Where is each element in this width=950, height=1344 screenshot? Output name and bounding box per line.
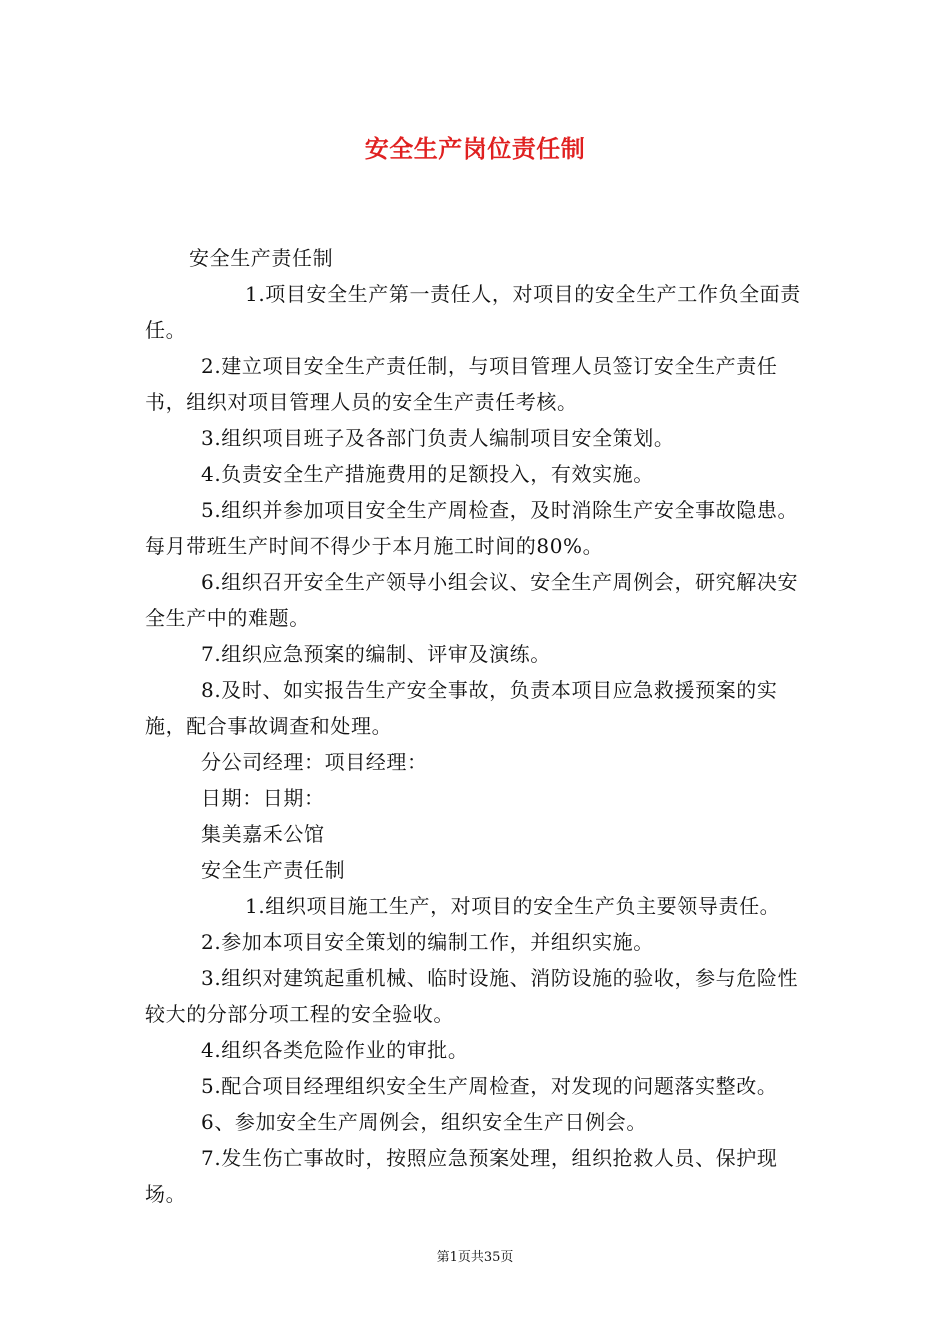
paragraph: 4.负责安全生产措施费用的足额投入，有效实施。	[201, 462, 654, 486]
paragraph: 5.配合项目经理组织安全生产周检查，对发现的问题落实整改。	[201, 1074, 778, 1098]
paragraph: 2.建立项目安全生产责任制，与项目管理人员签订安全生产责任书，组织对项目管理人员的安全生产责任考核。	[145, 354, 778, 414]
page-footer	[0, 1249, 950, 1267]
paragraph: 2.参加本项目安全策划的编制工作，并组织实施。	[201, 930, 654, 954]
footer-current-page: 1	[449, 1250, 458, 1265]
paragraph: 1.项目安全生产第一责任人，对项目的安全生产工作负全面责任。	[145, 282, 801, 342]
project-name: 集美嘉禾公馆	[201, 822, 325, 846]
paragraph: 1.组织项目施工生产，对项目的安全生产负主要领导责任。	[245, 894, 781, 918]
paragraph: 7.发生伤亡事故时，按照应急预案处理，组织抢救人员、保护现场。	[145, 1146, 778, 1206]
signature-line: 分公司经理：项目经理：	[201, 750, 428, 774]
footer-total-pages: 35	[483, 1250, 501, 1265]
footer-prefix: 第	[436, 1250, 450, 1265]
document-title: 安全生产岗位责任制	[364, 135, 586, 163]
paragraph: 4.组织各类危险作业的审批。	[201, 1038, 469, 1062]
paragraph: 3.组织项目班子及各部门负责人编制项目安全策划。	[201, 426, 675, 450]
section-heading: 安全生产责任制	[201, 858, 346, 882]
paragraph: 6、参加安全生产周例会，组织安全生产日例会。	[201, 1110, 647, 1134]
document-body	[145, 240, 810, 1212]
footer-middle: 页共	[457, 1250, 484, 1265]
footer-suffix: 页	[500, 1250, 514, 1265]
paragraph: 8.及时、如实报告生产安全事故，负责本项目应急救援预案的实施，配合事故调查和处理。	[145, 678, 778, 738]
paragraph: 5.组织并参加项目安全生产周检查，及时消除生产安全事故隐患。每月带班生产时间不得少于本月施工时间的80%。	[145, 498, 799, 558]
date-line: 日期：日期：	[201, 786, 325, 810]
paragraph: 7.组织应急预案的编制、评审及演练。	[201, 642, 551, 666]
paragraph: 安全生产责任制	[189, 246, 334, 270]
paragraph: 6.组织召开安全生产领导小组会议、安全生产周例会，研究解决安全生产中的难题。	[145, 570, 799, 630]
paragraph: 3.组织对建筑起重机械、临时设施、消防设施的验收，参与危险性较大的分部分项工程的安全验收。	[145, 966, 799, 1026]
